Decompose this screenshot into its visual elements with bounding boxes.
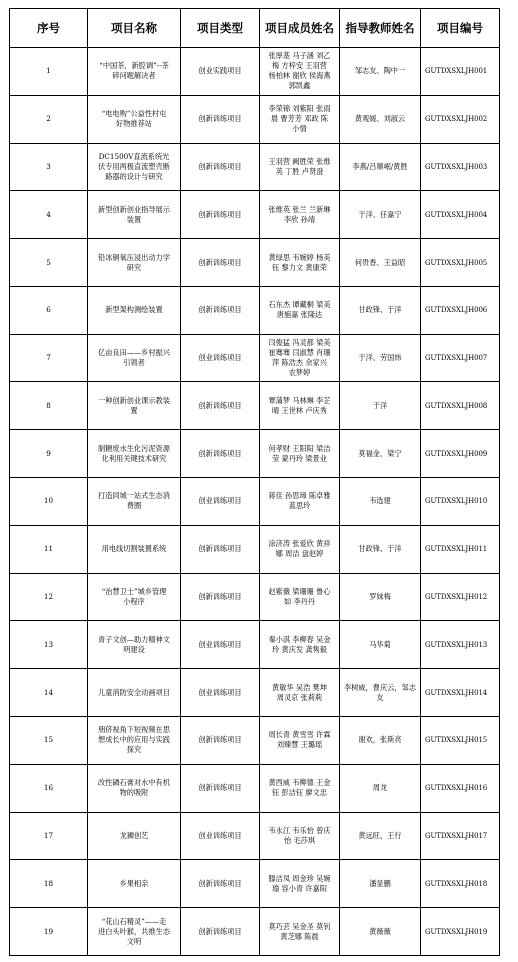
- project-name-cell: “治慧卫士”城乡管理小程序: [88, 573, 181, 621]
- project-type-cell: 创新训练项目: [181, 95, 260, 143]
- row-index: 16: [10, 764, 88, 812]
- members-cell: 赵紫薇 梁珊珊 鲁心如 李丹丹: [260, 573, 340, 621]
- project-type-cell: 创新训练项目: [181, 382, 260, 430]
- project-code-cell: GUTDXSXLJH019: [421, 908, 500, 956]
- project-type-cell: 创新训练项目: [181, 860, 260, 908]
- table-row: [10, 239, 500, 287]
- members-cell: 李荣锦 刘紫阳 张雨晨 曹芳芳 邓政 陈小情: [260, 95, 340, 143]
- members-cell: 周长青 黄雪雪 许霖 刘臻慧 王璐瑶: [260, 716, 340, 764]
- table-row: [10, 191, 500, 239]
- project-type-cell: 创业训练项目: [181, 478, 260, 526]
- advisor-cell: 罗妹梅: [340, 573, 421, 621]
- project-code-cell: GUTDXSXLJH013: [421, 621, 500, 669]
- project-type-cell: 创新训练项目: [181, 143, 260, 191]
- table-row: [10, 430, 500, 478]
- row-index: 2: [10, 95, 88, 143]
- project-name-cell: DC1500V直流系统光伏专用两极直流塑壳断路器的设计与研究: [88, 143, 181, 191]
- project-type-cell: 创新训练项目: [181, 573, 260, 621]
- project-name-cell: 龙狮创艺: [88, 812, 181, 860]
- project-name-cell: “电电购”公益性村屯好物推荐站: [88, 95, 181, 143]
- project-type-cell: 创新训练项目: [181, 239, 260, 287]
- project-type-cell: 创新训练项目: [181, 525, 260, 573]
- table-row: [10, 621, 500, 669]
- advisor-cell: 马华菊: [340, 621, 421, 669]
- table-row: [10, 525, 500, 573]
- project-code-cell: GUTDXSXLJH012: [421, 573, 500, 621]
- advisor-cell: 邹志友、陶中一: [340, 48, 421, 96]
- members-cell: 黄绿思 韦婉婷 杨美钰 黎力文 黄康荣: [260, 239, 340, 287]
- header-index: 序号: [10, 9, 88, 48]
- project-code-cell: GUTDXSXLJH017: [421, 812, 500, 860]
- project-name-cell: 一种创新创业课示教装置: [88, 382, 181, 430]
- row-index: 11: [10, 525, 88, 573]
- members-cell: 涂济涛 张爱欣 黄祥娜 周洁 盘赵婷: [260, 525, 340, 573]
- row-index: 14: [10, 669, 88, 717]
- members-cell: 黄西威 韦柳德 王金钰 彭洁钰 廖文忠: [260, 764, 340, 812]
- project-name-cell: 新型创新创业指导展示装置: [88, 191, 181, 239]
- project-code-cell: GUTDXSXLJH007: [421, 334, 500, 382]
- table-row: [10, 95, 500, 143]
- project-name-cell: 亿亩良田——乡村振兴引领者: [88, 334, 181, 382]
- members-cell: 蒋佳 孙思璋 陈卓雅 蓝思玲: [260, 478, 340, 526]
- table-row: [10, 573, 500, 621]
- project-type-cell: 创业训练项目: [181, 812, 260, 860]
- advisor-cell: 黄远旺，王行: [340, 812, 421, 860]
- table-row: [10, 143, 500, 191]
- advisor-cell: 周龙: [340, 764, 421, 812]
- project-code-cell: GUTDXSXLJH002: [421, 95, 500, 143]
- table-row: [10, 286, 500, 334]
- row-index: 8: [10, 382, 88, 430]
- project-name-cell: 铅冰铜氧压浸出动力学研究: [88, 239, 181, 287]
- project-code-cell: GUTDXSXLJH016: [421, 764, 500, 812]
- members-cell: 张维英 张兰 兰新琳 李欣 孙靖: [260, 191, 340, 239]
- project-code-cell: GUTDXSXLJH014: [421, 669, 500, 717]
- row-index: 15: [10, 716, 88, 764]
- row-index: 4: [10, 191, 88, 239]
- table-row: [10, 334, 500, 382]
- project-type-cell: 创业训练项目: [181, 621, 260, 669]
- project-type-cell: 创业实践项目: [181, 48, 260, 96]
- row-index: 12: [10, 573, 88, 621]
- project-name-cell: 乡果相亲: [88, 860, 181, 908]
- members-cell: 韦永江 韦乐怡 曾庆怡 毛莎琪: [260, 812, 340, 860]
- project-name-cell: 朋侪视角下短视频在思想成长中的应用与实践探究: [88, 716, 181, 764]
- header-advisor: 指导教师姓名: [340, 9, 421, 48]
- project-code-cell: GUTDXSXLJH011: [421, 525, 500, 573]
- project-type-cell: 创新训练项目: [181, 764, 260, 812]
- project-name-cell: 改性磷石膏对水中有机物的吸附: [88, 764, 181, 812]
- row-index: 13: [10, 621, 88, 669]
- project-name-cell: 打造同城一站式生态消费圈: [88, 478, 181, 526]
- advisor-cell: 甘政锋、于洋: [340, 286, 421, 334]
- members-cell: 何孝财 王阳阳 梁洁莹 蒙丹玲 梁景业: [260, 430, 340, 478]
- row-index: 17: [10, 812, 88, 860]
- table-row: [10, 669, 500, 717]
- project-type-cell: 创新训练项目: [181, 430, 260, 478]
- advisor-cell: 于洋: [340, 382, 421, 430]
- project-type-cell: 创新训练项目: [181, 191, 260, 239]
- project-code-cell: GUTDXSXLJH005: [421, 239, 500, 287]
- advisor-cell: 黄薇薇: [340, 908, 421, 956]
- table-row: [10, 48, 500, 96]
- row-index: 19: [10, 908, 88, 956]
- project-name-cell: “中国茶，新腔调”--茶碎问题解决者: [88, 48, 181, 96]
- project-name-cell: 新型架构测绘装置: [88, 286, 181, 334]
- row-index: 18: [10, 860, 88, 908]
- project-code-cell: GUTDXSXLJH003: [421, 143, 500, 191]
- row-index: 6: [10, 286, 88, 334]
- advisor-cell: 谢欢，张斯亮: [340, 716, 421, 764]
- header-members: 项目成员姓名: [260, 9, 340, 48]
- header-project-type: 项目类型: [181, 9, 260, 48]
- project-code-cell: GUTDXSXLJH006: [421, 286, 500, 334]
- row-index: 3: [10, 143, 88, 191]
- project-type-cell: 创新训练项目: [181, 286, 260, 334]
- project-code-cell: GUTDXSXLJH018: [421, 860, 500, 908]
- project-table: [9, 8, 500, 956]
- members-cell: 莫巧芸 吴金圣 莫钊黄芝娜 陈晨: [260, 908, 340, 956]
- project-code-cell: GUTDXSXLJH010: [421, 478, 500, 526]
- members-cell: 王羽营 阙胜荣 张维英 丁胜 卢贤澄: [260, 143, 340, 191]
- row-index: 7: [10, 334, 88, 382]
- project-code-cell: GUTDXSXLJH001: [421, 48, 500, 96]
- row-index: 1: [10, 48, 88, 96]
- advisor-cell: 甘政锋、于洋: [340, 525, 421, 573]
- advisor-cell: 潘显鹏: [340, 860, 421, 908]
- advisor-cell: 黄观媛、刘淑云: [340, 95, 421, 143]
- table-row: [10, 478, 500, 526]
- row-index: 5: [10, 239, 88, 287]
- advisor-cell: 李树威，曹庆云，邹志友: [340, 669, 421, 717]
- project-name-cell: “花山石精灵”——走进白头叶猴，共推生态文明: [88, 908, 181, 956]
- project-type-cell: 创新训练项目: [181, 716, 260, 764]
- header-row: [10, 9, 500, 48]
- row-index: 10: [10, 478, 88, 526]
- table-row: [10, 908, 500, 956]
- members-cell: 闫俊猛 冯灵都 梁美崔骞骞 闫淑慧 肖珊萍 陈浩杰 余家兴 农梦婷: [260, 334, 340, 382]
- advisor-cell: 莫福金、梁宁: [340, 430, 421, 478]
- project-name-cell: 青子文创—助力精神文明建设: [88, 621, 181, 669]
- project-type-cell: 创新训练项目: [181, 908, 260, 956]
- project-type-cell: 创业训练项目: [181, 669, 260, 717]
- header-project-code: 项目编号: [421, 9, 500, 48]
- advisor-cell: 于洋、劳国炜: [340, 334, 421, 382]
- header-project-name: 项目名称: [88, 9, 181, 48]
- project-code-cell: GUTDXSXLJH008: [421, 382, 500, 430]
- advisor-cell: 韦选建: [340, 478, 421, 526]
- project-code-cell: GUTDXSXLJH015: [421, 716, 500, 764]
- advisor-cell: 于洋、任嘉宁: [340, 191, 421, 239]
- table-row: [10, 812, 500, 860]
- project-code-cell: GUTDXSXLJH004: [421, 191, 500, 239]
- members-cell: 秦小淇 李柳春 吴金玲 黄庆发 龚隽毅: [260, 621, 340, 669]
- advisor-cell: 李燕/吕顺岷/黄胜: [340, 143, 421, 191]
- project-name-cell: 制糖废水生化污泥资源化利用关键技术研究: [88, 430, 181, 478]
- table-row: [10, 764, 500, 812]
- members-cell: 石东杰 谭藏桐 梁美唐施嘉 张隆达: [260, 286, 340, 334]
- project-name-cell: 儿童消防安全动画项目: [88, 669, 181, 717]
- table-row: [10, 716, 500, 764]
- project-code-cell: GUTDXSXLJH009: [421, 430, 500, 478]
- members-cell: 黄敏华 吴浩 樊坤 周灵京 张莉莉: [260, 669, 340, 717]
- advisor-cell: 何贵香、王益昭: [340, 239, 421, 287]
- members-cell: 滕洁凤 周金珍 吴婉瑜 容小青 许嘉阳: [260, 860, 340, 908]
- table-row: [10, 860, 500, 908]
- project-type-cell: 创业训练项目: [181, 334, 260, 382]
- row-index: 9: [10, 430, 88, 478]
- members-cell: 张厚基 马子涵 刘乙梅 方梓安 王羽营 杨柏林 谢欣 侯海燕 郭凯鑫: [260, 48, 340, 96]
- table-row: [10, 382, 500, 430]
- project-name-cell: 用电线切割装置系统: [88, 525, 181, 573]
- members-cell: 覃蒲梦 马林琳 李芷晴 王世林 卢庆秀: [260, 382, 340, 430]
